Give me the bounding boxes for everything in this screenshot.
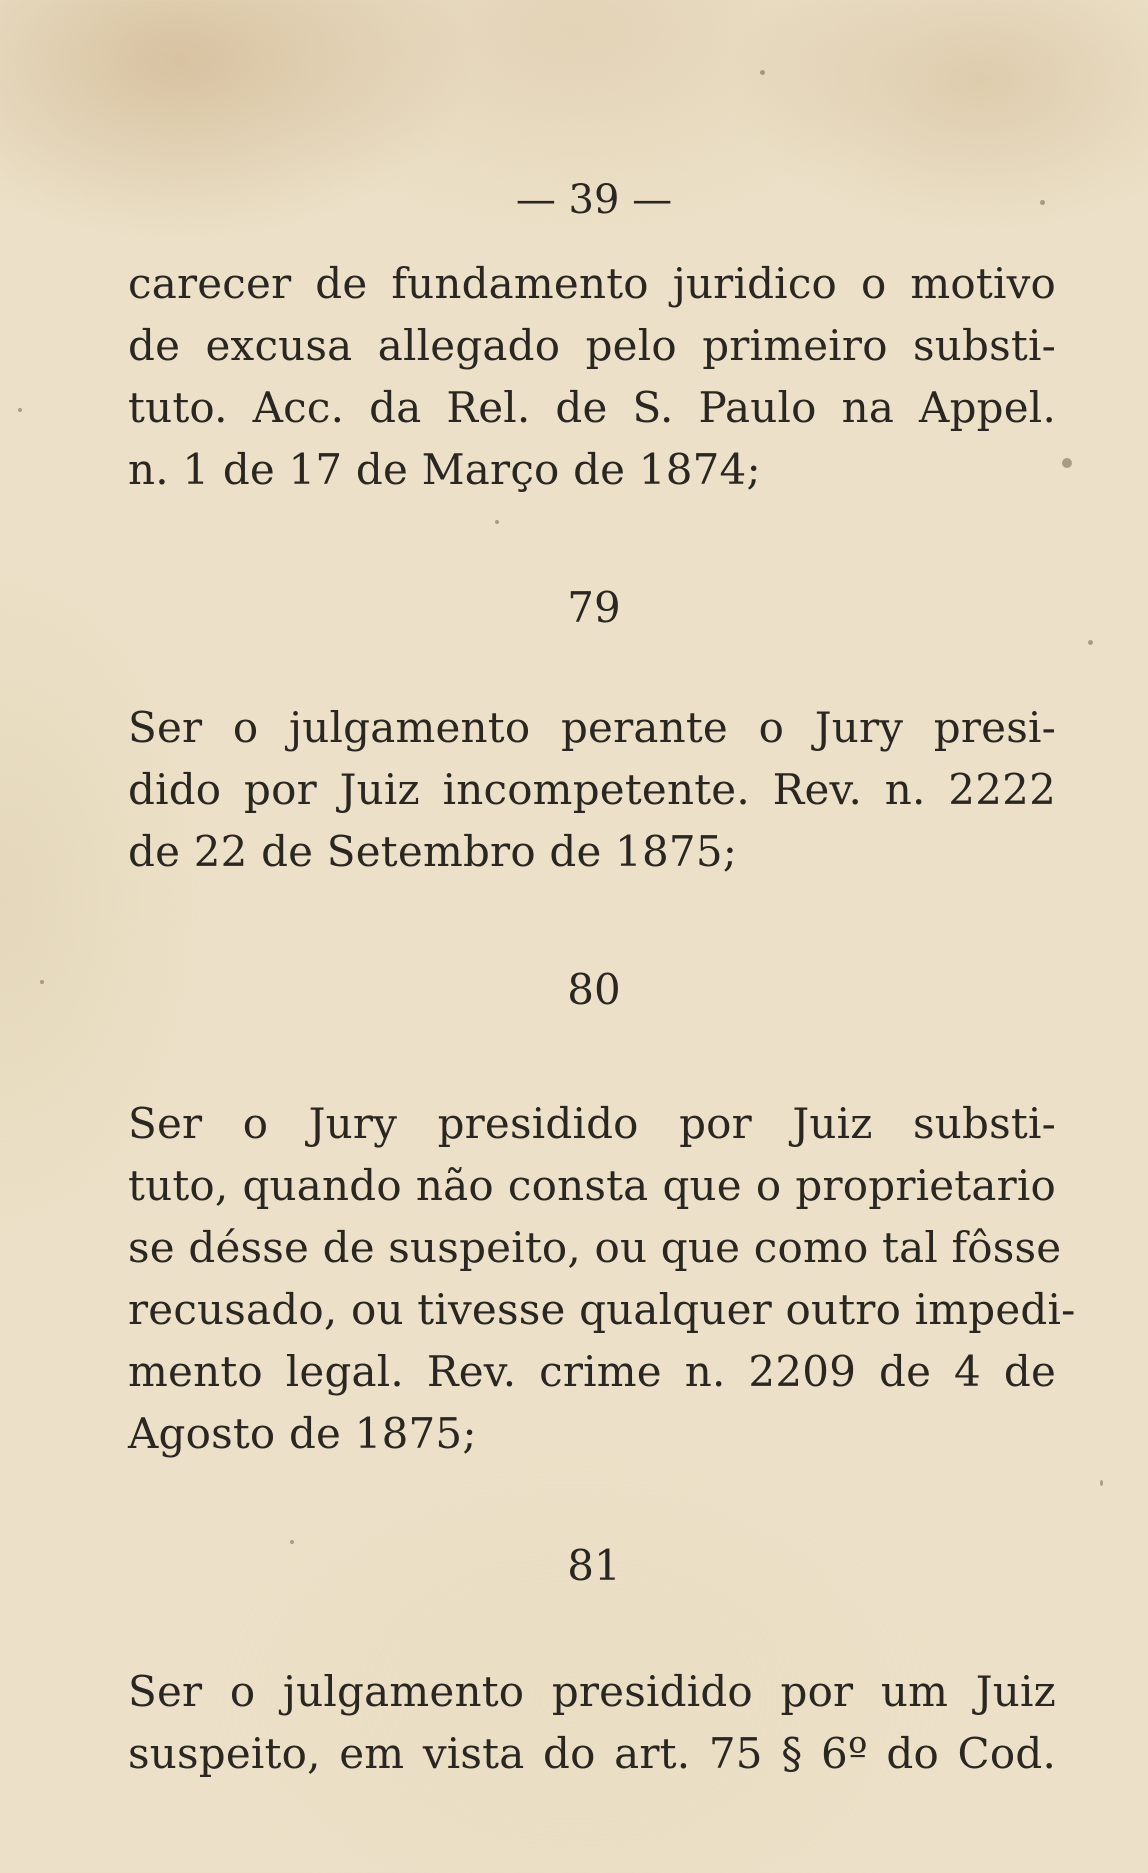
paper-speck: [1040, 200, 1045, 205]
paper-speck: [290, 1540, 294, 1544]
paper-speck: [1062, 458, 1072, 468]
paper-speck: [40, 980, 44, 984]
page-number: — 39 —: [515, 177, 673, 223]
paragraph-line: tuto, quando não consta que o proprietario: [128, 1161, 1056, 1210]
paragraph-line: dido por Juiz incompetente. Rev. n. 2222: [128, 765, 1056, 814]
paper-speck: [18, 408, 22, 412]
paragraph-line: de 22 de Setembro de 1875;: [128, 827, 738, 876]
paragraph-line: n. 1 de 17 de Março de 1874;: [128, 445, 761, 494]
section-number: 79: [567, 583, 621, 632]
section-number: 80: [567, 965, 621, 1014]
paragraph-line: tuto. Acc. da Rel. de S. Paulo na Appel.: [128, 383, 1056, 432]
paragraph-line: suspeito, em vista do art. 75 § 6º do Cod.: [128, 1729, 1056, 1778]
paper-speck: [760, 70, 765, 75]
paper-speck: [1088, 640, 1093, 645]
paragraph-line: de excusa allegado pelo primeiro substi-: [128, 321, 1056, 370]
paragraph-line: mento legal. Rev. crime n. 2209 de 4 de: [128, 1347, 1056, 1396]
paragraph-line: Ser o julgamento perante o Jury presi-: [128, 703, 1056, 752]
paragraph-line: Ser o julgamento presidido por um Juiz: [128, 1667, 1056, 1716]
paper-speck: [495, 520, 499, 524]
paragraph-line: se désse de suspeito, ou que como tal fôsse: [128, 1223, 1062, 1272]
section-number: 81: [567, 1541, 621, 1590]
paragraph-line: carecer de fundamento juridico o motivo: [128, 259, 1056, 308]
paragraph-line: Ser o Jury presidido por Juiz substi-: [128, 1099, 1056, 1148]
paragraph-line: Agosto de 1875;: [128, 1409, 477, 1458]
paper-speck: [1100, 1480, 1103, 1486]
paragraph-line: recusado, ou tivesse qualquer outro impedi-: [128, 1285, 1076, 1334]
